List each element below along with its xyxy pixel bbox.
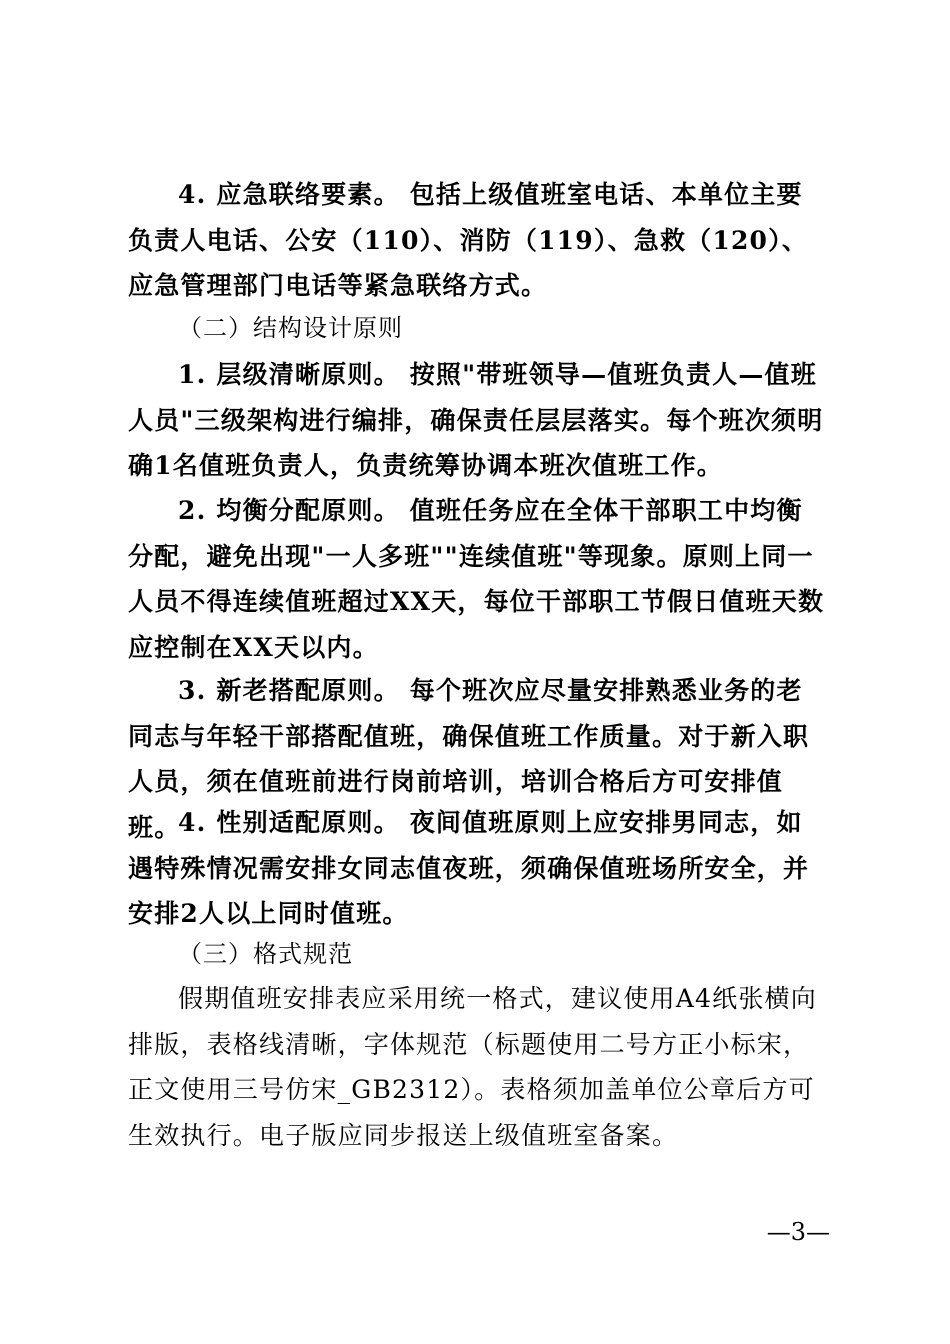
paragraph-format-spec: 假期值班安排表应采用统一格式，建议使用A4纸张横向排版，表格线清晰，字体规范（标题使用二号方正小标宋，正文使用三号仿宋_GB2312）。表格须加盖单位公章后方可生效执行。电子版应同步报送上级值班室备案。 [128,984,817,1150]
paragraph-balanced-principle: 2. 均衡分配原则。 值班任务应在全体干部职工中均衡分配，避免出现"一人多班""连续值班"等现象。原则上同一人员不得连续值班超过XX天，每位干部职工节假日值班天数应控制在XX天以内。 [128,496,825,662]
section-heading-format: （三）格式规范 [178,940,353,968]
page-number: —3— [766,1218,830,1246]
paragraph-gender-principle: 4. 性别适配原则。 夜间值班原则上应安排男同志，如遇特殊情况需安排女同志值夜班，须确保值班场所安全，并安排2人以上同时值班。 [128,808,810,928]
paragraph-hierarchy-principle: 1. 层级清晰原则。 按照"带班领导—值班负责人—值班人员"三级架构进行编排，确保责任层层落实。每个班次须明确1名值班负责人，负责统筹协调本班次值班工作。 [128,360,824,480]
section-heading-structure: （二）结构设计原则 [178,314,403,342]
paragraph-pairing-principle: 3. 新老搭配原则。 每个班次应尽量安排熟悉业务的老同志与年轻干部搭配值班，确保值班工作质量。对于新入职人员，须在值班前进行岗前培训，培训合格后方可安排值班。 [128,676,810,842]
paragraph-emergency-contacts: 4. 应急联络要素。 包括上级值班室电话、本单位主要负责人电话、公安（110）、消防（119）、急救（120）、应急管理部门电话等紧急联络方式。 [128,180,809,300]
